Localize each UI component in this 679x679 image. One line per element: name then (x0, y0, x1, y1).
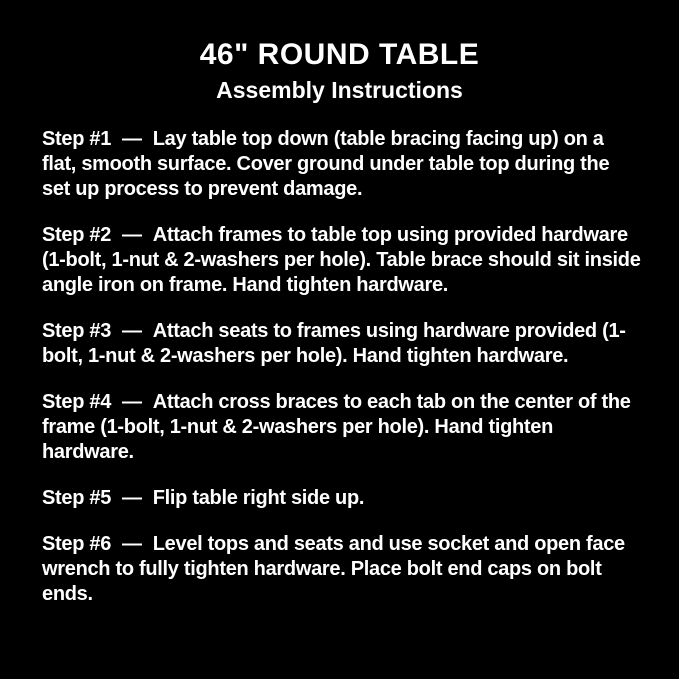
page-subtitle: Assembly Instructions (216, 77, 463, 103)
step-text: Level tops and seats and use socket and open face wrench to fully tighten hardware. Place bolt end caps on bolt ends. (42, 533, 625, 605)
em-dash: — (122, 487, 142, 509)
step-text: Flip table right side up. (152, 487, 365, 509)
step-label: Step #6 (42, 533, 112, 555)
step-item-5 (42, 486, 641, 511)
step-label: Step #4 (42, 391, 112, 413)
step-item-1 (42, 127, 641, 202)
step-label: Step #5 (42, 487, 112, 509)
step-item-3 (42, 319, 641, 369)
em-dash: — (122, 391, 142, 413)
em-dash: — (122, 224, 142, 246)
step-text: Attach seats to frames using hardware provided (1-bolt, 1-nut & 2-washers per hole). Hand tighten hardware. (42, 320, 626, 367)
step-text: Lay table top down (table bracing facing up) on a flat, smooth surface. Cover ground under table top during the set up process to prevent damage. (42, 128, 610, 200)
step-item-2 (42, 223, 641, 298)
step-text: Attach cross braces to each tab on the center of the frame (1-bolt, 1-nut & 2-washers per hole). Hand tighten hardware. (42, 391, 631, 463)
em-dash: — (122, 533, 142, 555)
step-item-6 (42, 532, 641, 607)
step-label: Step #2 (42, 224, 112, 246)
step-text: Attach frames to table top using provided hardware (1-bolt, 1-nut & 2-washers per hole). Table brace should sit inside angle iron on frame. Hand tighten hardware. (42, 224, 641, 296)
step-item-4 (42, 390, 641, 465)
step-label: Step #3 (42, 320, 112, 342)
page-title: 46" ROUND TABLE (199, 38, 480, 71)
step-label: Step #1 (42, 128, 112, 150)
em-dash: — (122, 128, 142, 150)
steps-list (0, 104, 679, 607)
em-dash: — (122, 320, 142, 342)
